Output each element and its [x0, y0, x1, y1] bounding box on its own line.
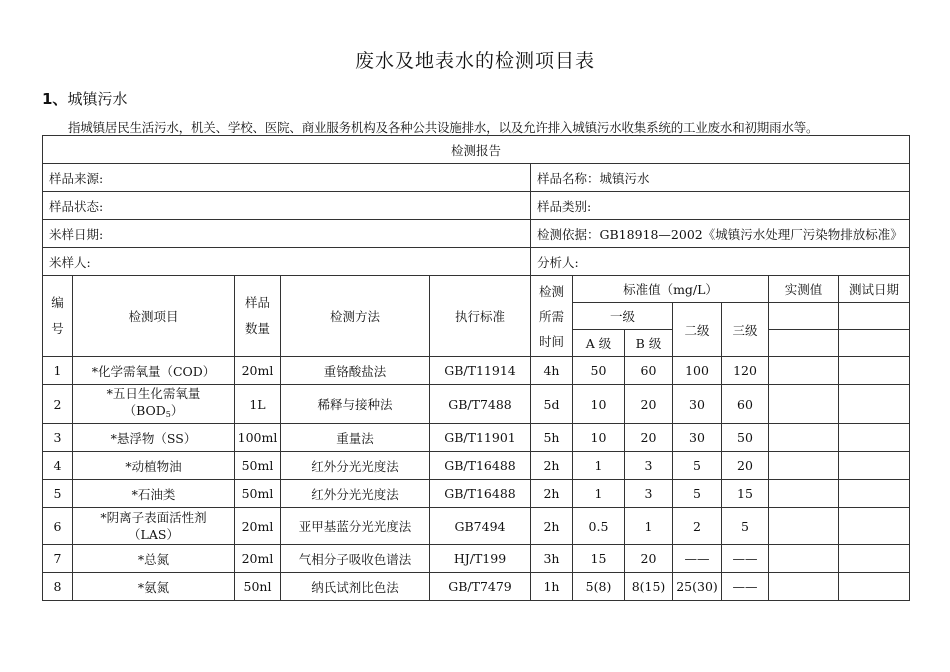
bod-close: ） [170, 403, 184, 418]
header-time-line3: 时间 [538, 333, 564, 349]
row-item: *氨氮 [73, 573, 235, 601]
section-title: 城镇污水 [67, 90, 128, 108]
row-no: 1 [43, 357, 73, 385]
row-grade3: —— [722, 545, 769, 573]
row-test-date [839, 452, 910, 480]
row-measured [769, 545, 839, 573]
row-method: 重量法 [281, 424, 430, 452]
header-time-line1: 检测 [538, 283, 564, 299]
row-grade-a: 5(8) [573, 573, 625, 601]
row-method: 重铬酸盐法 [281, 357, 430, 385]
row-item: *动植物油 [73, 452, 235, 480]
sampling-date-field: 米样日期: [43, 220, 531, 248]
row-grade-a: 15 [573, 545, 625, 573]
row-no: 8 [43, 573, 73, 601]
report-table [42, 135, 910, 601]
header-grade-a: A 级 [573, 330, 625, 357]
row-test-date [839, 508, 910, 545]
row-standard: HJ/T199 [430, 545, 531, 573]
row-grade2: 25(30) [673, 573, 722, 601]
row-qty: 100ml [235, 424, 281, 452]
row-no: 7 [43, 545, 73, 573]
row-no: 5 [43, 480, 73, 508]
row-grade3: 60 [722, 385, 769, 424]
row-qty: 20ml [235, 545, 281, 573]
sample-state-field: 样品状态: [43, 192, 531, 220]
row-grade-b: 8(15) [625, 573, 673, 601]
header-qty-line2: 数量 [244, 321, 270, 336]
row-measured [769, 573, 839, 601]
test-date-cell [839, 330, 910, 357]
header-method: 检测方法 [281, 276, 430, 357]
row-grade-a: 0.5 [573, 508, 625, 545]
row-grade2: 30 [673, 385, 722, 424]
row-qty: 1L [235, 385, 281, 424]
bod-subscript: 5 [165, 410, 171, 419]
row-grade2: —— [673, 545, 722, 573]
header-time [531, 276, 573, 357]
header-grade1: 一级 [573, 303, 673, 330]
analyst-field: 分析人: [531, 248, 910, 276]
row-test-date [839, 480, 910, 508]
row-item: *悬浮物（SS） [73, 424, 235, 452]
row-measured [769, 357, 839, 385]
section-heading [42, 88, 127, 109]
sample-category-field: 样品类别: [531, 192, 910, 220]
row-grade-a: 10 [573, 424, 625, 452]
row-measured [769, 452, 839, 480]
sample-source-field: 样品来源: [43, 164, 531, 192]
row-measured [769, 385, 839, 424]
header-grade-b: B 级 [625, 330, 673, 357]
row-standard: GB/T11901 [430, 424, 531, 452]
row-time: 4h [531, 357, 573, 385]
row-grade-b: 60 [625, 357, 673, 385]
header-grade3: 三级 [722, 303, 769, 357]
row-grade3: 15 [722, 480, 769, 508]
row-grade3: 120 [722, 357, 769, 385]
header-no-line2: 号 [51, 321, 64, 336]
row-grade-a: 1 [573, 452, 625, 480]
row-grade-a: 1 [573, 480, 625, 508]
header-qty-line1: 样品 [244, 295, 270, 310]
basis-field: 检测依据：GB18918—2002《城镇污水处理厂污染物排放标准》 [531, 220, 910, 248]
header-std-value: 标准值（mg/L） [573, 276, 769, 303]
row-qty: 50ml [235, 452, 281, 480]
row-grade3: 20 [722, 452, 769, 480]
row-item [73, 508, 235, 545]
row-method: 红外分光光度法 [281, 480, 430, 508]
row-test-date [839, 357, 910, 385]
row-measured [769, 424, 839, 452]
row-standard: GB/T16488 [430, 452, 531, 480]
row-item-line2 [75, 402, 232, 423]
row-test-date [839, 385, 910, 424]
row-method: 气相分子吸收色谱法 [281, 545, 430, 573]
row-measured [769, 480, 839, 508]
row-grade3: —— [722, 573, 769, 601]
row-grade2: 5 [673, 480, 722, 508]
row-standard: GB7494 [430, 508, 531, 545]
measured-cell [769, 303, 839, 330]
row-measured [769, 508, 839, 545]
row-qty: 50ml [235, 480, 281, 508]
row-qty: 50nl [235, 573, 281, 601]
row-method: 纳氏试剂比色法 [281, 573, 430, 601]
table-row [43, 424, 910, 452]
header-no-line1: 编 [51, 295, 64, 310]
row-item-line1: *五日生化需氧量 [106, 386, 201, 401]
table-row [43, 357, 910, 385]
header-grade2: 二级 [673, 303, 722, 357]
row-test-date [839, 545, 910, 573]
table-row [43, 545, 910, 573]
row-standard: GB/T16488 [430, 480, 531, 508]
section-number: 1、 [42, 90, 68, 108]
row-standard: GB/T7479 [430, 573, 531, 601]
row-item-line1: *阴离子表面活性剂 [100, 510, 207, 525]
row-method: 亚甲基蓝分光光度法 [281, 508, 430, 545]
table-row [43, 508, 910, 545]
row-no: 6 [43, 508, 73, 545]
row-grade3: 50 [722, 424, 769, 452]
row-standard: GB/T11914 [430, 357, 531, 385]
table-row [43, 452, 910, 480]
sampler-field: 米样人: [43, 248, 531, 276]
row-grade3: 5 [722, 508, 769, 545]
header-test-date: 测试日期 [839, 276, 910, 303]
row-grade-b: 20 [625, 545, 673, 573]
table-row [43, 480, 910, 508]
row-time: 5d [531, 385, 573, 424]
table-row [43, 573, 910, 601]
row-grade2: 2 [673, 508, 722, 545]
row-item-line2: （LAS） [128, 527, 179, 542]
header-standard: 执行标准 [430, 276, 531, 357]
row-grade2: 5 [673, 452, 722, 480]
table-row [43, 385, 910, 424]
header-qty [235, 276, 281, 357]
row-grade-b: 1 [625, 508, 673, 545]
header-item: 检测项目 [73, 276, 235, 357]
row-time: 5h [531, 424, 573, 452]
row-grade-a: 50 [573, 357, 625, 385]
header-measured: 实测值 [769, 276, 839, 303]
row-item: *化学需氧量（COD） [73, 357, 235, 385]
row-qty: 20ml [235, 357, 281, 385]
row-grade2: 100 [673, 357, 722, 385]
bod-label: （BOD [123, 403, 166, 418]
row-grade-b: 20 [625, 424, 673, 452]
page-title: 废水及地表水的检测项目表 [354, 50, 595, 72]
row-test-date [839, 573, 910, 601]
row-time: 3h [531, 545, 573, 573]
row-no: 4 [43, 452, 73, 480]
header-time-line2: 所需 [538, 308, 564, 324]
row-grade-a: 10 [573, 385, 625, 424]
row-grade-b: 3 [625, 452, 673, 480]
measured-cell [769, 330, 839, 357]
row-method: 红外分光光度法 [281, 452, 430, 480]
row-standard: GB/T7488 [430, 385, 531, 424]
row-item [73, 385, 235, 424]
row-time: 1h [531, 573, 573, 601]
row-item: *总氮 [73, 545, 235, 573]
header-no [43, 276, 73, 357]
row-grade-b: 3 [625, 480, 673, 508]
row-no: 3 [43, 424, 73, 452]
row-time: 2h [531, 452, 573, 480]
row-no: 2 [43, 385, 73, 424]
row-time: 2h [531, 480, 573, 508]
row-method: 稀释与接种法 [281, 385, 430, 424]
row-grade-b: 20 [625, 385, 673, 424]
report-heading: 检测报告 [43, 136, 910, 164]
row-grade2: 30 [673, 424, 722, 452]
section-description: 指城镇居民生活污水，机关、学校、医院、商业服务机构及各种公共设施排水，以及允许排入城镇污水收集系统的工业废水和初期雨水等。 [68, 120, 819, 135]
sample-name-field: 样品名称：城镇污水 [531, 164, 910, 192]
row-item: *石油类 [73, 480, 235, 508]
row-time: 2h [531, 508, 573, 545]
test-date-cell [839, 303, 910, 330]
row-qty: 20ml [235, 508, 281, 545]
row-test-date [839, 424, 910, 452]
